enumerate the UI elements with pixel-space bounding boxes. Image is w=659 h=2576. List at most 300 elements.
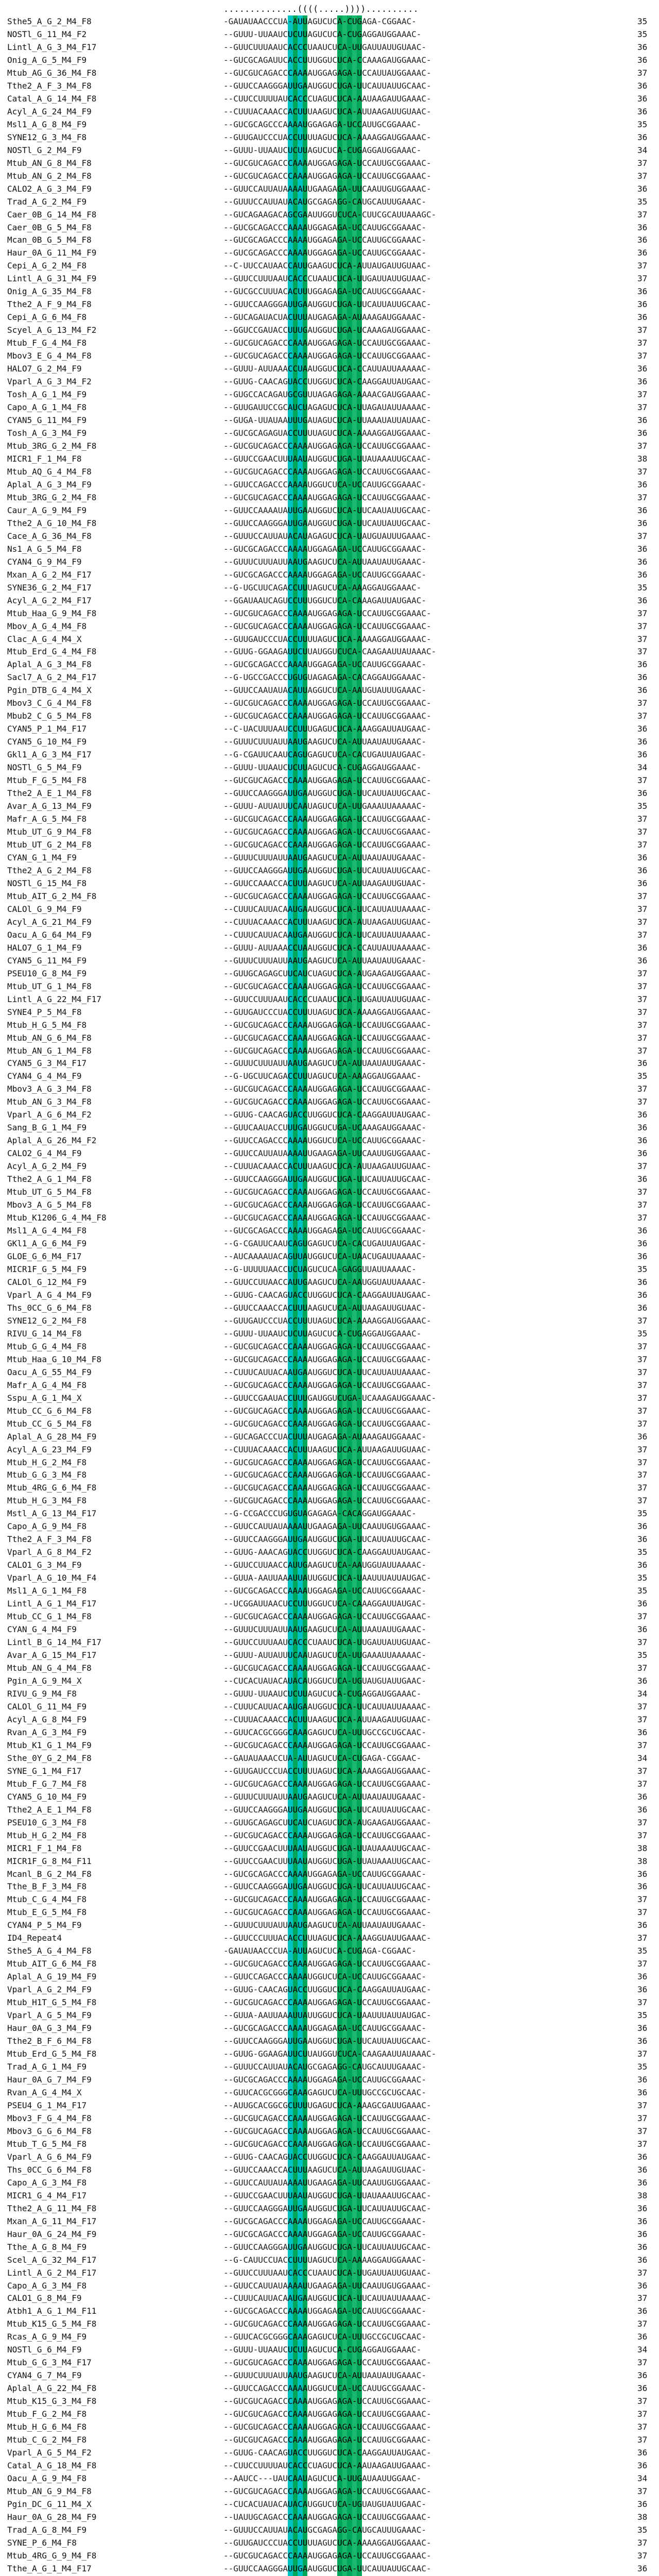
sequence-length: 34 xyxy=(637,145,648,155)
sequence-residues: --GUUCCAGACCCAAAAUGGUCUCA-UCCAUUGCGGAAAC- xyxy=(223,1134,426,1147)
alignment-row xyxy=(0,1469,659,1482)
sequence-length: 37 xyxy=(637,338,648,348)
alignment-row xyxy=(0,376,659,388)
sequence-name: MICR1F_G_8_M4_F11 xyxy=(7,1856,92,1866)
sequence-residues: --GUUGAUCCCUACCUUUUAGUCUCA-AAAAGGAUGGAAAC- xyxy=(223,131,431,144)
sequence-name: MICR1F_G_5_M4_F9 xyxy=(7,1264,87,1274)
sequence-residues: --GUUGAUCCCUACCUUUUAGUCUCA-AAAAGGAUGGAAAC- xyxy=(223,1315,431,1328)
sequence-residues: --GUUCCAUUAUAAAAUUGAAGAGA-UUCAAUUGUGGAAAC- xyxy=(223,2280,431,2293)
sequence-residues: --GUUUCUUUAUUAAUGAAGUCUCA-AUUAAUAUUGAAAC- xyxy=(223,1791,426,1804)
sequence-name: Avar_A_G_13_M4_F9 xyxy=(7,801,92,811)
sequence-length: 35 xyxy=(637,1509,648,1519)
sequence-residues: --GUUG-CAACAGUACCUUGGUCUCA-CAAGGAUUAUGAAC- xyxy=(223,1109,431,1122)
sequence-name: CALO2_A_G_3_M4_F9 xyxy=(7,183,92,194)
sequence-residues: --GUUCCAAACCACUUUAAGUCUCA-AUUAAGAUUGUAAC- xyxy=(223,1302,426,1315)
alignment-row xyxy=(0,2524,659,2537)
sequence-name: Rvan_A_G_4_M4_X xyxy=(7,2087,82,2097)
sequence-length: 36 xyxy=(637,659,648,670)
sequence-length: 35 xyxy=(637,1650,648,1660)
sequence-residues: --GUUCCUUUAAUCACCCUAAUCUCA-UUGAUUAUUGUAAC- xyxy=(223,993,431,1006)
sequence-length: 34 xyxy=(637,1688,648,1699)
sequence-residues: --GUUCCAUUAUAAAAUUGAAGAGA-UUCAAUUGUGGAAAC- xyxy=(223,1147,431,1160)
sequence-length: 37 xyxy=(637,2396,648,2406)
sequence-length: 36 xyxy=(637,1226,648,1236)
sequence-length: 37 xyxy=(637,466,648,477)
sequence-name: Mtub_AN_G_8_M4_F8 xyxy=(7,158,92,168)
alignment-row xyxy=(0,1726,659,1739)
alignment-row xyxy=(0,131,659,144)
sequence-name: Pgin_A_G_9_M4_X xyxy=(7,1675,82,1686)
sequence-residues: --GUCGUCAGACCCAAAAUGGAGAGA-UCCAUUGCGGAAAC- xyxy=(223,440,431,453)
sequence-length: 37 xyxy=(637,1714,648,1724)
sequence-length: 36 xyxy=(637,2203,648,2213)
sequence-name: Mtub_CC_G_6_M4_F8 xyxy=(7,1405,92,1416)
sequence-name: Tthe2_A_G_2_M4_F8 xyxy=(7,865,92,875)
sequence-name: GKl1_A_G_6_M4_F9 xyxy=(7,1239,87,1249)
alignment-row xyxy=(0,2035,659,2048)
sequence-length: 37 xyxy=(637,711,648,721)
sequence-name: Oacu_A_G_9_M4_F8 xyxy=(7,2473,87,2484)
sequence-residues: --GUUGAUCCCUACCUUUUAGUCUCA-AAAAGGAUGGAAAC- xyxy=(223,1765,431,1778)
sequence-residues: --GUUG-CAACAGUACCUUGGUCUCA-CAAGGAUUAUGAAC- xyxy=(223,1984,431,1996)
sequence-length: 36 xyxy=(637,955,648,965)
alignment-row xyxy=(0,2074,659,2087)
sequence-residues: --GUCGUCAGACCCAAAAUGGAGAGA-UCCAUUGCGGAAAC- xyxy=(223,492,431,504)
sequence-residues: --GUUU-AUUAUUUCAAUAGUCUCA-UUGAAAUUAAAAAC- xyxy=(223,800,426,813)
sequence-residues: --UAUUGCAGACCCAAAAUGGAGAGA-UCCAUUGCGGAAAC- xyxy=(223,2511,431,2524)
sequence-name: SYNE36_G_2_M4_F17 xyxy=(7,582,92,592)
sequence-residues: --GUUU-UUAAUCUCUUAGUCUCA-CUGAGGAUGGAAAC- xyxy=(223,2344,421,2357)
alignment-row xyxy=(0,1546,659,1559)
sequence-length: 37 xyxy=(637,1933,648,1943)
sequence-length: 36 xyxy=(637,106,648,116)
sequence-residues: --AUUGCACGGCGCUUUUGAGUCUCA-AAAGCGAUUGAAAC- xyxy=(223,2099,431,2112)
sequence-residues: --GUCGCAGACCCAAAAUGGAGAGA-UCCAUUGCGGAAAC- xyxy=(223,2074,426,2087)
sequence-residues: --GUUG-CAACAGUACCUUGGUCUCA-CAAGGAUUAUGAAC- xyxy=(223,1289,431,1302)
alignment-row xyxy=(0,723,659,736)
sequence-residues: --CUUUCAUUACAAUGAAUGGUCUCA-UUCAUUAUUAAAAC- xyxy=(223,903,431,916)
sequence-length: 36 xyxy=(637,2036,648,2046)
sequence-residues: --GUUU-AUUAUUUCAAUAGUCUCA-UUGAAAUUAAAAAC- xyxy=(223,1649,426,1662)
sequence-residues: --GUUCCAGACCCAAAAUGGUCUCA-UCCAUUGCGGAAAC- xyxy=(223,479,426,492)
sequence-residues: --GUCAGAAGACAGCGAAUUGGUCUCA-CUUCGCAUUAAAGC- xyxy=(223,209,436,222)
sequence-length: 37 xyxy=(637,968,648,978)
sequence-name: CYAN4_G_9_M4_F9 xyxy=(7,556,82,567)
alignment-row xyxy=(0,1109,659,1122)
sequence-length: 38 xyxy=(637,1843,648,1853)
sequence-residues: --GUUCCUUUAAUCACCCUAAUCUCA-UUGAUUAUUGUAAC- xyxy=(223,2267,431,2280)
sequence-length: 37 xyxy=(637,608,648,618)
alignment-row xyxy=(0,1456,659,1469)
sequence-length: 35 xyxy=(637,1547,648,1557)
sequence-name: Mtub_K15_G_3_M4_F8 xyxy=(7,2396,97,2406)
sequence-length: 36 xyxy=(637,2075,648,2084)
alignment-row xyxy=(0,1958,659,1971)
sequence-length: 36 xyxy=(637,2332,648,2342)
sequence-name: Mtub_Haa_G_9_M4_F8 xyxy=(7,608,97,618)
sequence-length: 37 xyxy=(637,1740,648,1750)
alignment-row xyxy=(0,826,659,839)
alignment-row xyxy=(0,569,659,582)
alignment-row xyxy=(0,761,659,774)
alignment-row xyxy=(0,556,659,569)
alignment-row xyxy=(0,2125,659,2138)
sequence-length: 37 xyxy=(637,325,648,335)
sequence-name: CYAN5_G_10_M4_F9 xyxy=(7,737,87,747)
sequence-residues: --GUUA-AAUUAAAUUAUUGGUCUCA-UAAUUUAUUAUGAC- xyxy=(223,1572,431,1585)
sequence-length: 37 xyxy=(637,1496,648,1506)
sequence-name: CALO1_G_3_M4_F9 xyxy=(7,1560,82,1570)
alignment-row xyxy=(0,2511,659,2524)
sequence-residues: --GUUU-AUUAAACCUAAUGGUCUCA-CCAUUAUUAAAAAC- xyxy=(223,363,431,376)
sequence-residues: --GUCGUCAGACCCAAAAUGGAGAGA-UCCAUUGCGGAAAC- xyxy=(223,620,431,633)
sequence-name: Mtub_UT_G_9_M4_F8 xyxy=(7,827,92,837)
sequence-residues: --GUCGUCAGACCCAAAAUGGAGAGA-UCCAUUGCGGAAAC- xyxy=(223,710,431,723)
sequence-residues: --GUCGUCAGACCCAAAAUGGAGAGA-UCCAUUGCGGAAAC- xyxy=(223,1739,431,1752)
alignment-row xyxy=(0,1649,659,1662)
sequence-residues: -GAUAUAACCCUA-AUUAGUCUCA-CUGAGA-CGGAAC- xyxy=(223,15,417,28)
sequence-length: 36 xyxy=(637,1882,648,1892)
sequence-length: 36 xyxy=(637,2370,648,2381)
sequence-length: 37 xyxy=(637,1097,648,1107)
alignment-row xyxy=(0,453,659,466)
alignment-row xyxy=(0,1289,659,1302)
sequence-length: 36 xyxy=(637,248,648,258)
alignment-row xyxy=(0,710,659,723)
sequence-residues: --GUCGUCAGACCCAAAAUGGAGAGA-UCCAUUGCGGAAAC- xyxy=(223,1482,431,1495)
sequence-length: 37 xyxy=(637,531,648,541)
sequence-length: 37 xyxy=(637,621,648,631)
sequence-name: Oacu_A_G_64_M4_F9 xyxy=(7,929,92,940)
alignment-row xyxy=(0,1714,659,1726)
sequence-length: 35 xyxy=(637,1328,648,1338)
alignment-row xyxy=(0,543,659,556)
sequence-length: 36 xyxy=(637,2255,648,2265)
sequence-residues: -GAUAUAACCCUA-AUUAGUCUCA-CUGAGA-CGGAAC- xyxy=(223,1945,417,1958)
sequence-length: 37 xyxy=(637,1045,648,1056)
alignment-row xyxy=(0,1199,659,1212)
sequence-name: Vparl_A_G_2_M4_F9 xyxy=(7,1985,92,1995)
sequence-length: 36 xyxy=(637,2461,648,2471)
sequence-length: 37 xyxy=(637,2267,648,2278)
sequence-residues: --GUCGUCAGACCCAAAAUGGAGAGA-UCCAUUGCGGAAAC- xyxy=(223,839,431,852)
sequence-name: Avar_A_G_15_M4_F17 xyxy=(7,1650,97,1660)
sequence-name: Msl1_A_G_1_M4_F8 xyxy=(7,1586,87,1596)
sequence-residues: --GUCGUCAGACCCAAAAUGGAGAGA-UCCAUUGCGGAAAC- xyxy=(223,1353,431,1366)
sequence-name: Aplal_A_G_3_M4_F8 xyxy=(7,659,92,670)
alignment-row xyxy=(0,1379,659,1392)
sequence-length: 37 xyxy=(637,2126,648,2136)
sequence-name: Haur_0A_G_11_M4_F9 xyxy=(7,248,97,258)
alignment-row xyxy=(0,2447,659,2460)
sequence-residues: --CUUUACAAACCACUUUAAGUCUCA-AUUAAGAUUGUAAC- xyxy=(223,106,431,118)
sequence-name: CYAN4_P_5_M4_F9 xyxy=(7,1920,82,1930)
alignment-row xyxy=(0,222,659,234)
sequence-residues: --CUCACUAUACAUACAUGGUCUCA-UGUAUGUAUUGAAC- xyxy=(223,1675,426,1688)
sequence-residues: --GUCGCAGACCCAAAAUGGAGAGA-UCCAUUGCGGAAAC- xyxy=(223,2228,426,2241)
sequence-name: Aplal_A_G_19_M4_F9 xyxy=(7,1972,97,1982)
sequence-residues: --GUCGUCAGACCCAAAAUGGAGAGA-UCCAUUGCGGAAAC- xyxy=(223,1906,431,1919)
alignment-row xyxy=(0,993,659,1006)
sequence-name: Mbov3_A_G_5_M4_F8 xyxy=(7,1200,92,1210)
sequence-length: 36 xyxy=(637,1624,648,1635)
sequence-residues: --GUUCCAAUAUACAUUAGGUCUCA-AAUGUAUUUGAAAC- xyxy=(223,684,426,697)
alignment-row xyxy=(0,1662,659,1675)
sequence-name: Mbov_A_G_4_M4_F8 xyxy=(7,621,87,631)
sequence-name: MICR1_G_4_M4_F17 xyxy=(7,2190,87,2200)
alignment-row xyxy=(0,671,659,684)
sequence-name: Aplal_A_G_22_M4_F8 xyxy=(7,2383,97,2394)
alignment-row xyxy=(0,1366,659,1379)
sequence-residues: --GUCGUCAGACCCAAAAUGGAGAGA-UCCAUUGCGGAAAC- xyxy=(223,466,431,479)
sequence-residues: --GUCGUCAGACCCAAAAUGGAGAGA-UCCAUUGCGGAAAC- xyxy=(223,826,431,839)
alignment-row xyxy=(0,324,659,337)
sequence-name: Mtub_H_G_5_M4_F8 xyxy=(7,1020,87,1030)
alignment-row xyxy=(0,414,659,427)
alignment-row xyxy=(0,1533,659,1546)
sequence-length: 37 xyxy=(637,402,648,413)
sequence-residues: --GUCGUCAGACCCAAAAUGGAGAGA-UCCAUUGCGGAAAC- xyxy=(223,1778,431,1791)
sequence-residues: --GUCGUCAGACCCAAAAUGGAGAGA-UCCAUUGCGGAAAC- xyxy=(223,980,431,993)
sequence-name: Catal_A_G_18_M4_F8 xyxy=(7,2461,97,2471)
sequence-name: Mtub_H_G_6_M4_F8 xyxy=(7,2422,87,2432)
sequence-residues: --GUUUCCAUUAUACAUGCGAGAGG-CAUGCAUUUGAAAC- xyxy=(223,196,426,209)
alignment-row xyxy=(0,1701,659,1714)
alignment-row xyxy=(0,170,659,183)
sequence-name: HALO7_G_2_M4_F9 xyxy=(7,364,82,374)
sequence-residues: --GAUAUAAACCUA-AUUAGUCUCA-CUGAGA-CGGAAC- xyxy=(223,1752,421,1765)
alignment-row xyxy=(0,2151,659,2164)
sequence-name: NOSTl_G_15_M4_F8 xyxy=(7,878,87,888)
alignment-row xyxy=(0,749,659,761)
sequence-residues: --GUCGUCAGACCCAAAAUGGAGAGA-UCCAUUGCGGAAAC- xyxy=(223,1456,431,1469)
sequence-length: 34 xyxy=(637,762,648,773)
alignment-row xyxy=(0,466,659,479)
sequence-residues: --G-UGCUUCAGACCUUUAGUCUCA-AAAGGAUGGAAAC- xyxy=(223,582,421,595)
sequence-residues: --GUCGUCAGACCCAAAAUGGAGAGA-UCCAUUGCGGAAAC- xyxy=(223,1495,431,1507)
sequence-name: Mtub_Erd_G_4_M4_F8 xyxy=(7,647,97,657)
alignment-row xyxy=(0,2241,659,2254)
sequence-name: Mtub_K1206_G_4_M4_F8 xyxy=(7,1213,107,1223)
sequence-residues: --GUCGCAGACCCAAAAUGGAGAGA-UCCAUUGCGGAAAC- xyxy=(223,234,426,247)
alignment-row xyxy=(0,2550,659,2563)
sequence-residues: --GUUCCAAGGGAUUGAAUGGUCUGA-UUCAUUAUUGCAAC- xyxy=(223,2035,431,2048)
sequence-name: Mtub_UT_G_2_M4_F8 xyxy=(7,840,92,850)
sequence-residues: --GUUCCAAAAUAUUGAAUGGUCUCA-UUCAAUAUUGCAAC- xyxy=(223,504,431,517)
sequence-name: Trad_A_G_2_M4_F9 xyxy=(7,196,87,207)
sequence-length: 37 xyxy=(637,1830,648,1840)
sequence-length: 36 xyxy=(637,1058,648,1069)
sequence-length: 36 xyxy=(637,878,648,888)
sequence-name: Haur_0A_G_7_M4_F9 xyxy=(7,2075,92,2084)
sequence-name: Mtub_F_G_4_M4_F8 xyxy=(7,338,87,348)
sequence-name: CYAN_G_1_M4_F9 xyxy=(7,852,77,862)
alignment-row xyxy=(0,1250,659,1263)
sequence-length: 37 xyxy=(637,2537,648,2548)
alignment-row xyxy=(0,800,659,813)
alignment-row xyxy=(0,1829,659,1842)
sequence-residues: --G-UGCCGACCCUGUGUAGAGAGA-CACAGGAUGGAAAC- xyxy=(223,671,426,684)
sequence-name: Aplal_A_G_26_M4_F2 xyxy=(7,1136,97,1146)
sequence-residues: --GUCGUCAGACCCAAAAUGGAGAGA-UCCAUUGCGGAAAC- xyxy=(223,1405,431,1418)
sequence-length: 37 xyxy=(637,1766,648,1776)
alignment-row xyxy=(0,183,659,196)
sequence-name: Caur_A_G_9_M4_F9 xyxy=(7,505,87,515)
sequence-length: 36 xyxy=(637,1791,648,1802)
sequence-name: Mtub_AN_G_2_M4_F8 xyxy=(7,171,92,181)
sequence-residues: --GUUU-UUAAUCUCUUAGUCUCA-CUGAGGAUGGAAAC- xyxy=(223,1688,421,1701)
sequence-length: 36 xyxy=(637,1675,648,1686)
sequence-length: 37 xyxy=(637,1483,648,1493)
sequence-length: 37 xyxy=(637,389,648,400)
sequence-name: Mxan_A_G_2_M4_F17 xyxy=(7,569,92,580)
sequence-residues: --GUCGCAGACCCAAAAUGGAGAGA-UCCAUUGCGGAAAC- xyxy=(223,1585,426,1598)
sequence-length: 36 xyxy=(637,2023,648,2033)
sequence-residues: --G-CGAUUCAAUCAGUGAGUCUCA-CACUGAUUAUGAAC- xyxy=(223,749,426,761)
alignment-row xyxy=(0,774,659,787)
sequence-name: Mtub_AG_G_36_M4_F8 xyxy=(7,67,97,78)
sequence-residues: --GUCGCAGACCCAAAAUGGAGAGA-UCCAUUGCGGAAAC- xyxy=(223,2215,426,2228)
sequence-length: 37 xyxy=(637,1907,648,1918)
sequence-name: Tthe2_A_F_9_M4_F8 xyxy=(7,299,92,310)
sequence-residues: --CUUCCUUUUAUCACCCUAGUCUCA-AAUAAGAUUGAAAC- xyxy=(223,2460,431,2472)
sequence-length: 36 xyxy=(637,724,648,734)
sequence-length: 37 xyxy=(637,1213,648,1223)
sequence-residues: --GUUCCCUUUACACCUUUAGUCUCA-AAAGGUAUUGAAAC- xyxy=(223,1932,431,1945)
sequence-name: Sthe5_A_G_4_M4_F8 xyxy=(7,1946,92,1956)
sequence-length: 37 xyxy=(637,2422,648,2432)
sequence-name: Mbov3_C_G_4_M4_F8 xyxy=(7,698,92,708)
alignment-row xyxy=(0,260,659,273)
sequence-name: Mtub_H_G_2_M4_F8 xyxy=(7,1457,87,1467)
sequence-name: Tthe2_A_E_1_M4_F8 xyxy=(7,788,92,799)
sequence-name: PSEU10_G_3_M4_F8 xyxy=(7,1817,87,1827)
sequence-length: 35 xyxy=(637,1071,648,1081)
sequence-residues: --GUUCCAAGGGAUUGAAUGGUCUGA-UUCAUUAUUGCAAC- xyxy=(223,2241,431,2254)
sequence-residues: --GUUCCUUAACCAUUGAAGUCUCA-AAUGGUAUUAAAAC- xyxy=(223,1276,426,1289)
sequence-residues: --GUUGAUCCCUACCUUUUAGUCUCA-AAAAGGAUGGAAAC- xyxy=(223,2537,431,2550)
alignment-row xyxy=(0,41,659,54)
sequence-name: Vparl_A_G_3_M4_F2 xyxy=(7,377,92,387)
sequence-name: Pgin_DC_G_11_M4_X xyxy=(7,2499,92,2509)
alignment-row xyxy=(0,1971,659,1984)
alignment-row xyxy=(0,2048,659,2061)
sequence-residues: --G-UGCUUCAGACCUUUAGUCUCA-AAAGGAUGGAAAC- xyxy=(223,1070,421,1083)
sequence-name: CYAN4_G_4_M4_F9 xyxy=(7,1071,82,1081)
alignment-row xyxy=(0,54,659,67)
sequence-residues: --GUUUCUUUAUUAAUGAAGUCUCA-AUUAAUAUUGAAAC- xyxy=(223,736,426,749)
sequence-length: 37 xyxy=(637,981,648,991)
sequence-name: Mtub_AN_G_9_M4_F8 xyxy=(7,2486,92,2496)
sequence-name: Tosh_A_G_1_M4_F9 xyxy=(7,389,87,400)
alignment-row xyxy=(0,2022,659,2035)
sequence-name: Capo_A_G_1_M4_F8 xyxy=(7,402,87,413)
sequence-name: CALOl_G_11_M4_F9 xyxy=(7,1701,87,1711)
sequence-residues: --GUUGCAGAGCUUCAUCUAGUCUCA-AUGAAGAUGGAAAC- xyxy=(223,1817,431,1829)
alignment-row xyxy=(0,1868,659,1881)
sequence-length: 36 xyxy=(637,2177,648,2188)
sequence-residues: --CUUUCAUUACAAUGAAUGGUCUCA-UUCAUUAUUAAAAC- xyxy=(223,1366,431,1379)
sequence-name: Tthe2_A_G_1_M4_F8 xyxy=(7,1174,92,1184)
alignment-row xyxy=(0,2215,659,2228)
sequence-length: 37 xyxy=(637,2409,648,2419)
alignment-row xyxy=(0,1855,659,1868)
sequence-length: 37 xyxy=(637,1020,648,1030)
sequence-name: PSEU4_G_1_M4_F17 xyxy=(7,2100,87,2110)
sequence-residues: --GUCGUCAGACCCAAAAUGGAGAGA-UCCAUUGCGGAAAC- xyxy=(223,1019,431,1032)
sequence-residues: --GUUCUUUAAUCACCCUAAUCUCA-UUGAUUAUUGUAAC- xyxy=(223,41,426,54)
sequence-length: 36 xyxy=(637,2499,648,2509)
sequence-residues: --GUCGCAGACCCAAAAUGGAGAGA-UCCAUUGCGGAAAC- xyxy=(223,569,426,582)
sequence-name: CYAN5_G_3_M4_F17 xyxy=(7,1058,87,1069)
sequence-length: 36 xyxy=(637,1599,648,1609)
sequence-residues: --GUCGUCAGACCCAAAAUGGAGAGA-UCCAUUGCGGAAAC- xyxy=(223,157,431,170)
sequence-length: 36 xyxy=(637,80,648,91)
sequence-length: 35 xyxy=(637,1573,648,1583)
sequence-length: 37 xyxy=(637,1315,648,1326)
sequence-length: 36 xyxy=(637,312,648,323)
alignment-row xyxy=(0,1147,659,1160)
sequence-name: Mtub_CC_G_1_M4_F8 xyxy=(7,1612,92,1622)
sequence-length: 36 xyxy=(637,788,648,799)
sequence-residues: --GUCGUCAGACCCAAAAUGGAGAGA-UCCAUUGCGGAAAC- xyxy=(223,1379,431,1392)
sequence-name: Mcanl_B_G_2_M4_F8 xyxy=(7,1869,92,1879)
sequence-length: 35 xyxy=(637,1946,648,1956)
sequence-length: 37 xyxy=(637,1200,648,1210)
alignment-row xyxy=(0,1315,659,1328)
sequence-residues: --CUUUACAAACCACUUUAAGUCUCA-AUUAAGAUUGUAAC- xyxy=(223,1714,431,1726)
sequence-length: 37 xyxy=(637,2550,648,2561)
sequence-length: 36 xyxy=(637,2242,648,2252)
sequence-name: NOSTl_G_6_M4_F9 xyxy=(7,2345,82,2355)
sequence-residues: --GUUCCUUUAAUCACCCUAAUCUCA-UUGAUUAUUGUAAC- xyxy=(223,273,431,285)
sequence-name: Cepi_A_G_6_M4_F8 xyxy=(7,312,87,323)
sequence-length: 36 xyxy=(637,1277,648,1287)
sequence-name: Lintl_A_G_1_M4_F17 xyxy=(7,1599,97,1609)
sequence-length: 36 xyxy=(637,942,648,953)
sequence-name: CYAN5_G_10_M4_F9 xyxy=(7,1791,87,1802)
sequence-length: 37 xyxy=(637,1367,648,1377)
sequence-residues: --GGAUAAUCAGUCCUUUGGUCUCA-CAAAGAUUAUGAAC- xyxy=(223,595,426,607)
sequence-length: 36 xyxy=(637,1239,648,1249)
sequence-name: Acyl_A_G_24_M4_F9 xyxy=(7,106,92,116)
sequence-residues: --GUCGUCAGACCCAAAAUGGAGAGA-UCCAUUGCGGAAAC- xyxy=(223,1341,431,1353)
sequence-residues: --GUUCCGAACUUUAAUAUGGUCUGA-UUAUAAAUUGCAAC- xyxy=(223,1842,431,1855)
sequence-length: 37 xyxy=(637,261,648,271)
sequence-residues: --GUCGUCAGACCCAAAAUGGAGAGA-UCCAUUGCGGAAAC- xyxy=(223,2318,431,2331)
alignment-row xyxy=(0,595,659,607)
sequence-length: 36 xyxy=(637,852,648,862)
sequence-name: Acyl_A_G_2_M4_F17 xyxy=(7,595,92,605)
sequence-name: Mtub_UT_G_1_M4_F8 xyxy=(7,981,92,991)
sequence-residues: --GUUG-AAACAGUACCUUGGUCUCA-CAAGGAUUAUGAAC- xyxy=(223,1546,431,1559)
alignment-rows xyxy=(0,15,659,2576)
sequence-name: GLOE_G_6_M4_F17 xyxy=(7,1251,82,1261)
sequence-length: 37 xyxy=(637,634,648,644)
sequence-name: Trad_A_G_8_M4_F9 xyxy=(7,2524,87,2535)
alignment-row xyxy=(0,2563,659,2575)
alignment-row xyxy=(0,1675,659,1688)
sequence-length: 36 xyxy=(637,595,648,605)
sequence-name: Tthe2_A_G_10_M4_F8 xyxy=(7,518,97,528)
alignment-row xyxy=(0,1006,659,1019)
sequence-residues: --GUCGUCAGACCCAAAAUGGAGAGA-UCCAUUGCGGAAAC- xyxy=(223,2138,431,2151)
sequence-name: SYNE_G_1_M4_F17 xyxy=(7,1766,82,1776)
sequence-name: CALO2_G_4_M4_F9 xyxy=(7,1148,82,1159)
sequence-residues: --GUCGUCAGACCCAAAAUGGAGAGA-UCCAUUGCGGAAAC- xyxy=(223,2408,431,2421)
sequence-length: 37 xyxy=(637,1405,648,1416)
sequence-length: 36 xyxy=(637,672,648,683)
